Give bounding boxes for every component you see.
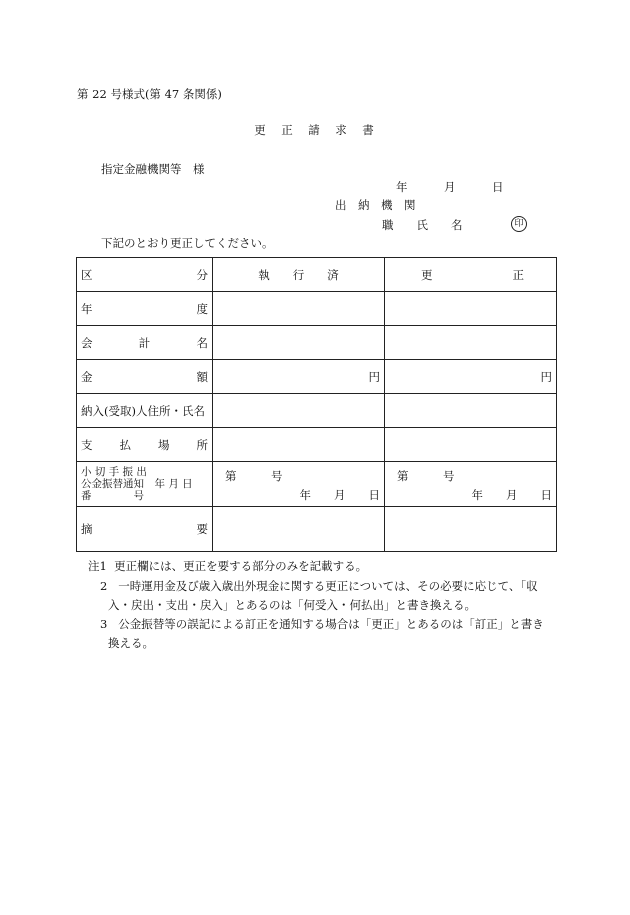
header-category-cell: 区 分 bbox=[77, 258, 213, 292]
row-label-payment-place: 支 払 場 所 bbox=[77, 428, 213, 462]
issuer-org-label: 出 納 機 関 bbox=[335, 198, 416, 212]
note-3-continuation: 換える。 bbox=[108, 636, 154, 650]
note-text: 一時運用金及び歳入歳出外現金に関する更正については、その必要に応じて、「収 bbox=[118, 579, 538, 593]
header-executed: 執 行 済 bbox=[213, 258, 385, 292]
check-label-line1: 小 切 手 振 出 bbox=[81, 466, 147, 478]
row-payee bbox=[77, 394, 557, 428]
table-header-row bbox=[77, 258, 557, 292]
cell-corrected bbox=[385, 394, 557, 428]
row-remarks bbox=[77, 507, 557, 552]
addressee: 指定金融機関等 様 bbox=[101, 162, 205, 176]
row-label-check-issue bbox=[77, 462, 213, 507]
cell-executed bbox=[213, 507, 385, 552]
row-payment-place bbox=[77, 428, 557, 462]
number-label: 第 号 bbox=[225, 469, 283, 483]
number-label: 第 号 bbox=[397, 469, 455, 483]
note-number: 3 bbox=[100, 617, 108, 631]
amount-unit-corrected: 円 bbox=[385, 360, 557, 394]
intro-text: 下記のとおり更正してください。 bbox=[101, 236, 274, 250]
ymd-label: 年 月 日 bbox=[471, 488, 552, 502]
row-amount bbox=[77, 360, 557, 394]
note-number: 2 bbox=[100, 579, 108, 593]
cell-corrected bbox=[385, 292, 557, 326]
date-month: 月 bbox=[444, 180, 456, 194]
check-label-line3: 番 号 bbox=[81, 490, 144, 502]
amount-unit-executed: 円 bbox=[213, 360, 385, 394]
note-3 bbox=[100, 615, 544, 633]
row-check-issue bbox=[77, 462, 557, 507]
row-label-amount: 金 額 bbox=[77, 360, 213, 394]
ymd-label: 年 月 日 bbox=[299, 488, 380, 502]
note-2-continuation: 入・戻出・支出・戻入」とあるのは「何受入・何払出」と書き換える。 bbox=[108, 598, 476, 612]
correction-table bbox=[76, 257, 557, 552]
issuer-name-label: 職 氏 名 bbox=[382, 218, 463, 232]
row-fiscal-year bbox=[77, 292, 557, 326]
note-1 bbox=[88, 557, 367, 575]
cell-corrected bbox=[385, 428, 557, 462]
note-text: 更正欄には、更正を要する部分のみを記載する。 bbox=[114, 559, 368, 573]
note-text: 公金振替等の誤記による訂正を通知する場合は「更正」とあるのは「訂正」と書き bbox=[118, 617, 544, 631]
form-number: 第 22 号様式(第 47 条関係) bbox=[77, 87, 222, 101]
seal-mark: 印 bbox=[511, 216, 527, 232]
check-label-line2: 公金振替通知 年 月 日 bbox=[81, 478, 193, 490]
cell-executed bbox=[213, 292, 385, 326]
row-label-fiscal-year: 年 度 bbox=[77, 292, 213, 326]
document-title: 更 正 請 求 書 bbox=[254, 123, 376, 137]
cell-executed bbox=[213, 326, 385, 360]
cell-executed bbox=[213, 394, 385, 428]
header-corrected-cell: 更 正 bbox=[385, 258, 557, 292]
row-account bbox=[77, 326, 557, 360]
cell-executed bbox=[213, 428, 385, 462]
cell-corrected bbox=[385, 326, 557, 360]
row-label-remarks: 摘 要 bbox=[77, 507, 213, 552]
date-year: 年 bbox=[396, 180, 408, 194]
row-label-payee: 納入(受取)人住所・氏名 bbox=[77, 394, 213, 428]
date-day: 日 bbox=[492, 180, 504, 194]
row-label-account: 会 計 名 bbox=[77, 326, 213, 360]
cell-corrected bbox=[385, 507, 557, 552]
cell-executed-check bbox=[213, 462, 385, 507]
note-number: 注1 bbox=[88, 559, 107, 573]
note-2 bbox=[100, 577, 538, 595]
cell-corrected-check bbox=[385, 462, 557, 507]
